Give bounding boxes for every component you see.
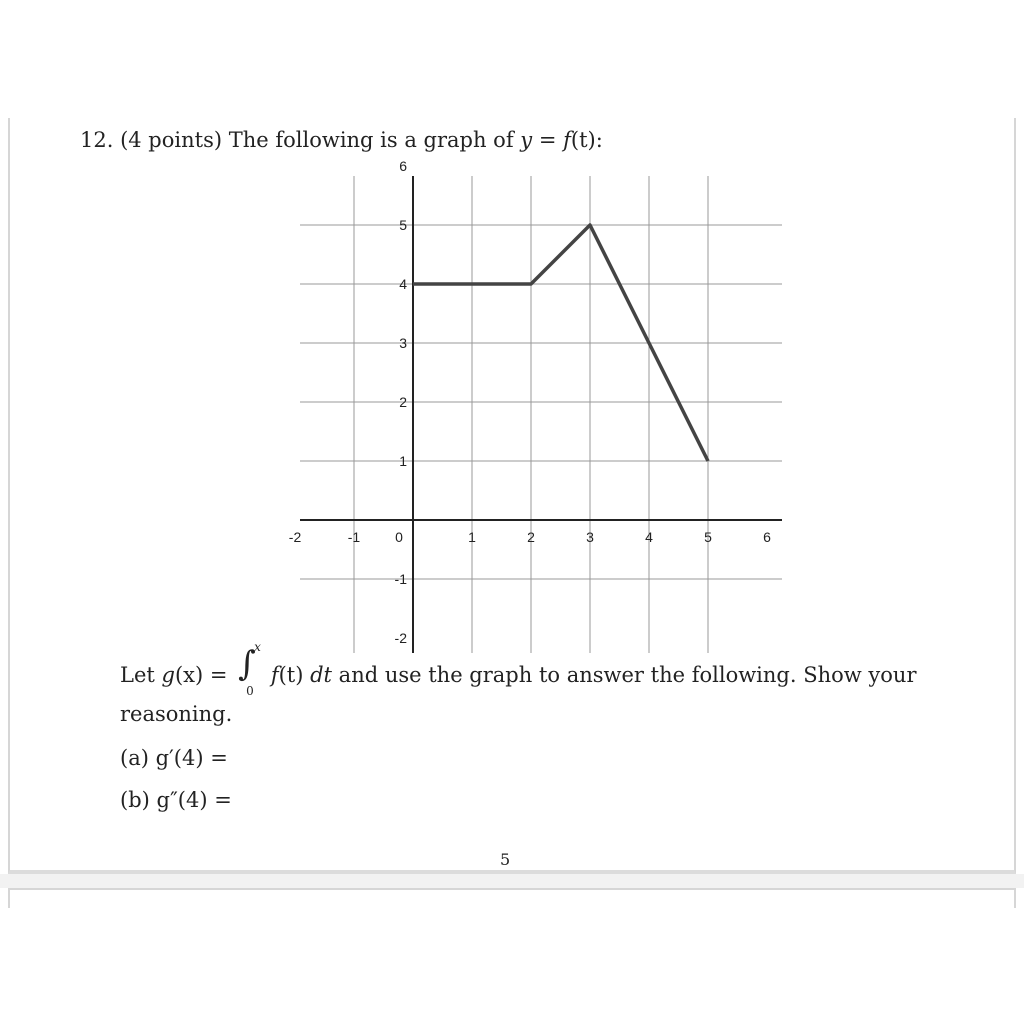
y-tick-label: 1 [399, 453, 407, 469]
g-arg: (x) [174, 663, 204, 687]
next-page-edge [8, 888, 1016, 908]
x-tick-label: 5 [704, 529, 712, 545]
question-colon: : [595, 128, 603, 152]
y-tick-label: 4 [399, 276, 407, 292]
equals-sign: = [203, 663, 235, 687]
x-tick-label: 2 [527, 529, 535, 545]
y-tick-label: 6 [399, 158, 407, 174]
x-tick-label: -2 [288, 529, 302, 545]
integral-upper: x [254, 640, 261, 654]
part-a: (a) g′(4) = [120, 746, 228, 770]
let-text: Let [120, 663, 162, 687]
integral-lower: 0 [246, 684, 254, 698]
y-tick-label: -2 [394, 630, 407, 646]
part-b: (b) g″(4) = [120, 788, 232, 812]
integral-definition [120, 640, 917, 698]
dt-symbol: dt [310, 663, 332, 687]
x-tick-label: 4 [645, 529, 653, 545]
x-tick-label: 0 [395, 529, 403, 545]
f-symbol: f [270, 663, 279, 687]
question-arg: (t) [570, 128, 596, 152]
function-graph [288, 158, 771, 646]
f-arg: (t) [278, 663, 311, 687]
reasoning-text: reasoning. [120, 702, 233, 726]
x-tick-label: -1 [347, 529, 361, 545]
y-tick-label: -1 [394, 571, 407, 587]
x-tick-label: 6 [763, 529, 771, 545]
question-prefix: 12. (4 points) The following is a graph of [80, 128, 521, 152]
y-tick-label: 2 [399, 394, 407, 410]
page-gap [0, 874, 1024, 888]
question-heading [80, 128, 603, 152]
question-equals: = [532, 128, 564, 152]
instruction-text: and use the graph to answer the following. Show your [332, 663, 917, 687]
x-tick-label: 3 [586, 529, 594, 545]
integral-symbol: ∫ x 0 [238, 640, 261, 698]
page-number: 5 [500, 850, 511, 869]
y-tick-label: 3 [399, 335, 407, 351]
question-f: f [563, 128, 571, 152]
question-y: y [520, 128, 533, 152]
y-tick-label: 5 [399, 217, 407, 233]
x-tick-label: 1 [468, 529, 476, 545]
g-symbol: g [161, 663, 175, 687]
